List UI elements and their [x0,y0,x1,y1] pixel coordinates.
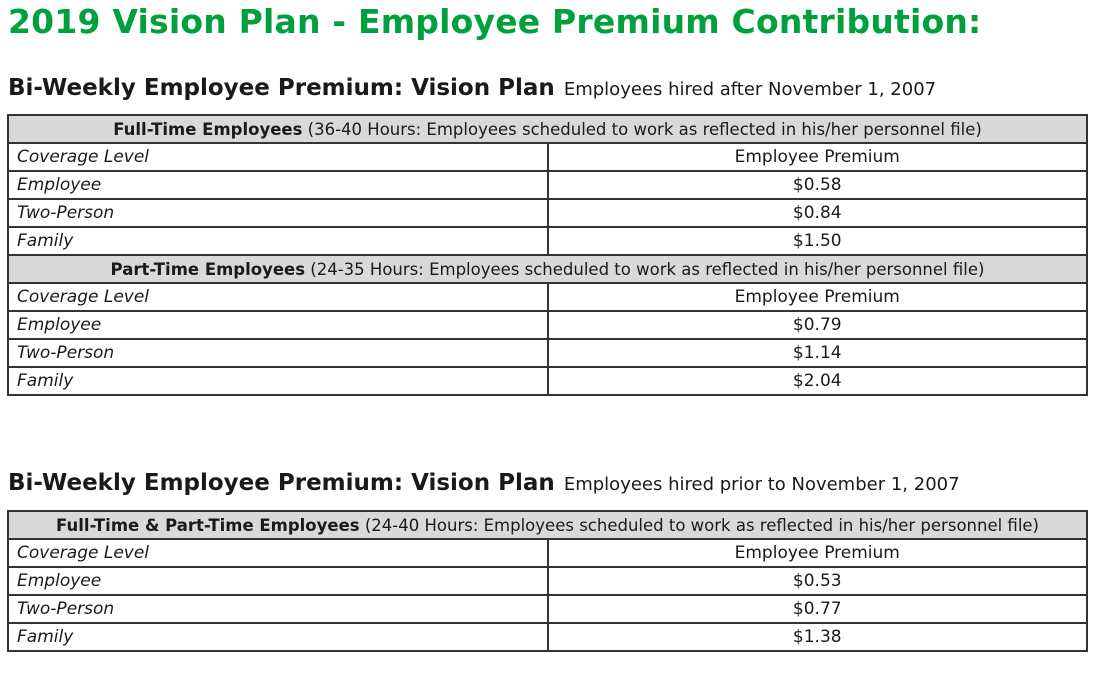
premium-table-after-2007 [7,114,1088,396]
premium-cell: $1.14 [548,339,1088,367]
group-header-row [8,255,1087,283]
section-heading-subtitle: Employees hired prior to November 1, 2007 [563,474,960,495]
coverage-level-cell: Family [8,623,548,651]
group-header-row [8,511,1087,539]
group-description: (24-40 Hours: Employees scheduled to work as reflected in his/her personnel file) [364,515,1039,535]
table-row [8,311,1087,339]
section-heading-after-2007 [8,75,936,101]
table-row [8,567,1087,595]
column-header-row [8,539,1087,567]
table-row [8,171,1087,199]
section-heading-title: Bi-Weekly Employee Premium: Vision Plan [8,470,555,496]
column-header-coverage-level: Coverage Level [8,283,548,311]
column-header-row [8,143,1087,171]
premium-table-prior-2007 [7,510,1088,652]
section-heading-subtitle: Employees hired after November 1, 2007 [563,79,937,100]
group-name: Part-Time Employees [110,259,306,279]
group-name: Full-Time Employees [113,119,303,139]
group-description: (24-35 Hours: Employees scheduled to work as reflected in his/her personnel file) [310,259,985,279]
coverage-level-cell: Employee [8,311,548,339]
column-header-row [8,283,1087,311]
group-name: Full-Time & Part-Time Employees [56,515,360,535]
premium-cell: $0.79 [548,311,1088,339]
premium-cell: $0.53 [548,567,1088,595]
section-heading-title: Bi-Weekly Employee Premium: Vision Plan [8,75,555,101]
coverage-level-cell: Family [8,227,548,255]
table-row [8,227,1087,255]
table-row [8,199,1087,227]
coverage-level-cell: Two-Person [8,199,548,227]
premium-cell: $2.04 [548,367,1088,395]
group-description: (36-40 Hours: Employees scheduled to work as reflected in his/her personnel file) [307,119,982,139]
table-row [8,339,1087,367]
coverage-level-cell: Two-Person [8,595,548,623]
group-header-full-and-part-time [8,511,1087,539]
premium-cell: $0.84 [548,199,1088,227]
premium-cell: $1.38 [548,623,1088,651]
table-row [8,367,1087,395]
group-header-row [8,115,1087,143]
section-heading-prior-2007 [8,470,960,496]
premium-cell: $1.50 [548,227,1088,255]
column-header-employee-premium: Employee Premium [548,539,1088,567]
coverage-level-cell: Family [8,367,548,395]
column-header-coverage-level: Coverage Level [8,539,548,567]
column-header-coverage-level: Coverage Level [8,143,548,171]
column-header-employee-premium: Employee Premium [548,283,1088,311]
coverage-level-cell: Employee [8,567,548,595]
table-row [8,623,1087,651]
page-title: 2019 Vision Plan - Employee Premium Contribution: [8,2,982,41]
table-row [8,595,1087,623]
coverage-level-cell: Two-Person [8,339,548,367]
group-header-part-time [8,255,1087,283]
premium-cell: $0.58 [548,171,1088,199]
premium-cell: $0.77 [548,595,1088,623]
group-header-full-time [8,115,1087,143]
coverage-level-cell: Employee [8,171,548,199]
column-header-employee-premium: Employee Premium [548,143,1088,171]
